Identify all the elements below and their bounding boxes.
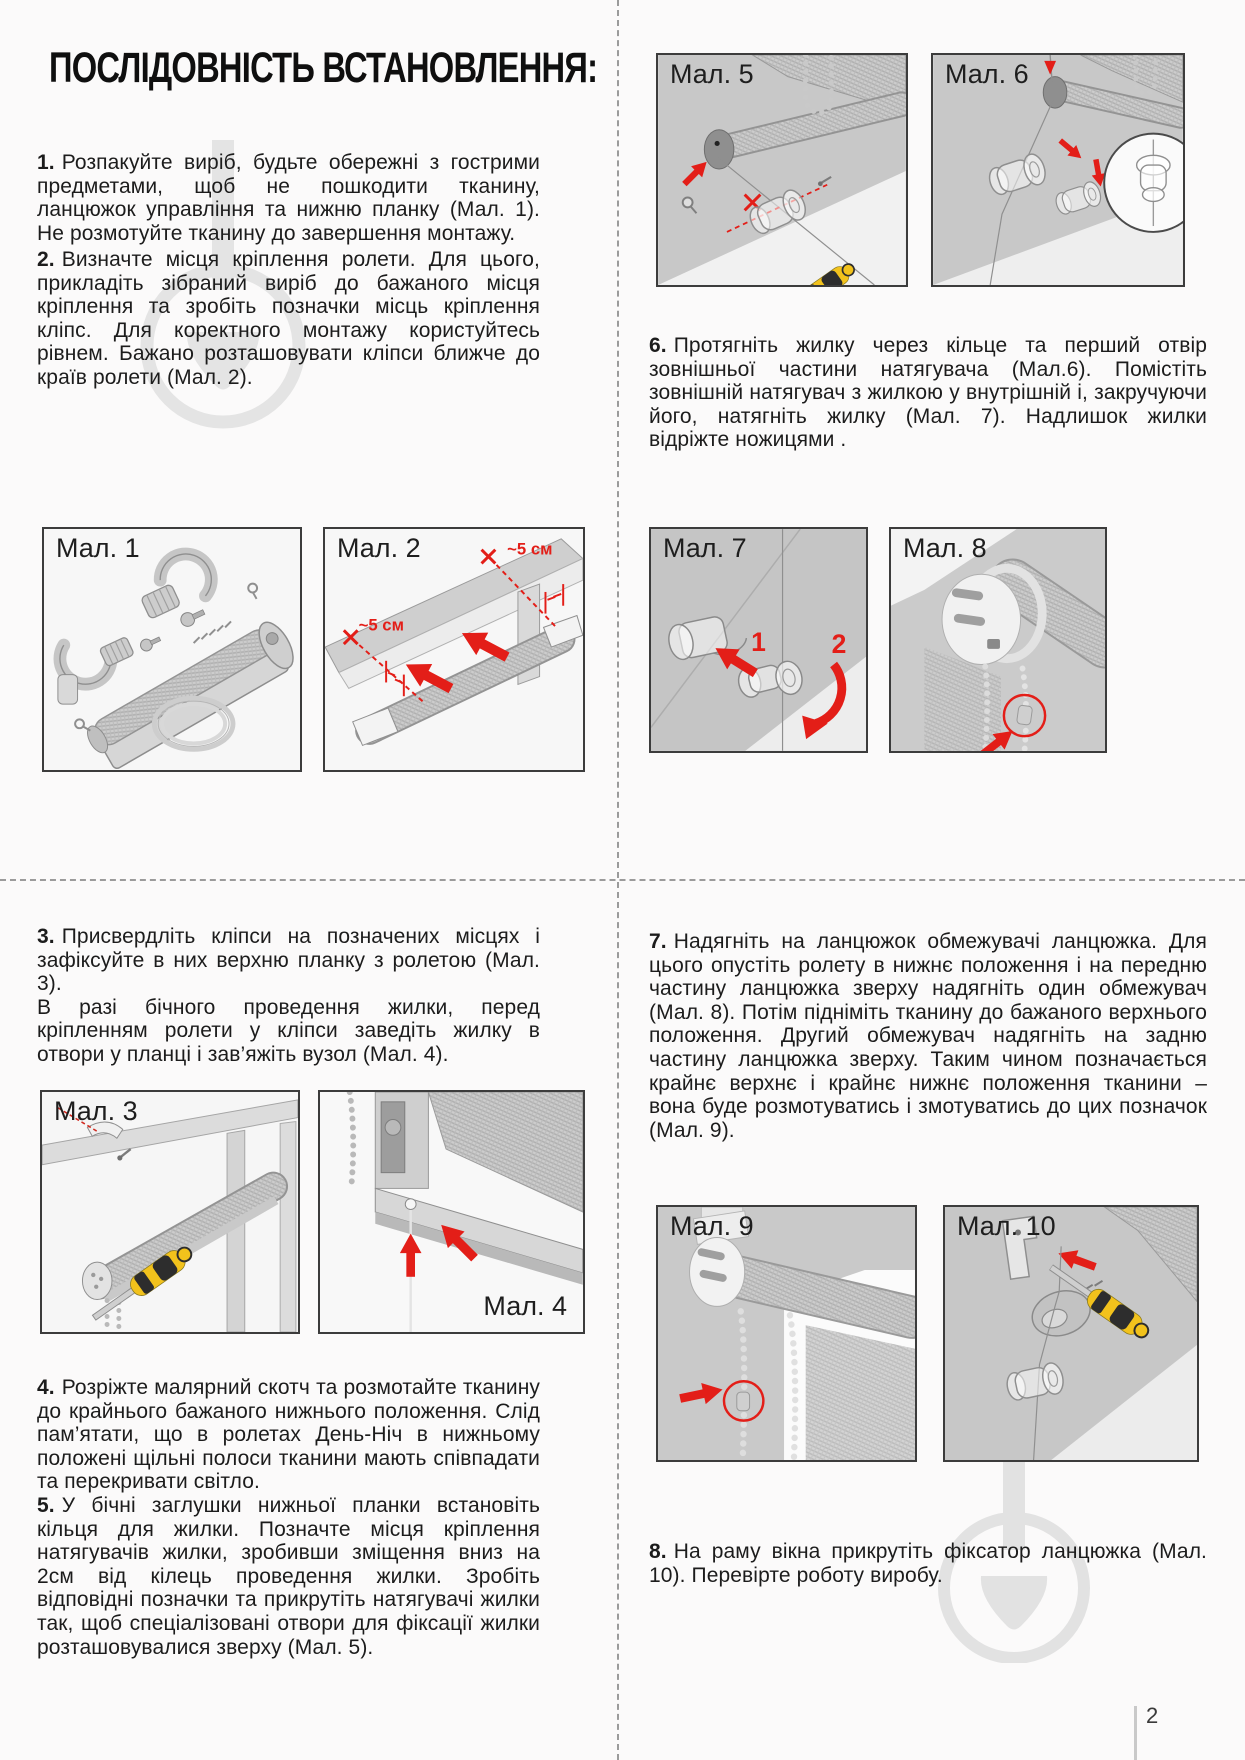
step-number: 7. <box>649 930 667 953</box>
figure-5-label: Мал. 5 <box>670 59 754 89</box>
figure-3-label: Мал. 3 <box>54 1096 138 1126</box>
figure-6 <box>931 53 1185 287</box>
figure-10-label: Мал. 10 <box>957 1211 1056 1241</box>
instruction-step-4 <box>37 1376 540 1494</box>
chain-stopper <box>1016 705 1032 725</box>
end-cap-part <box>58 675 78 705</box>
fabric-panel <box>806 1325 915 1460</box>
end-cap <box>82 1262 112 1299</box>
step-number: 5. <box>37 1494 55 1517</box>
step-number: 4. <box>37 1376 55 1399</box>
figure-3-illustration <box>42 1092 298 1332</box>
figure-1 <box>42 527 302 772</box>
figure-9-illustration <box>658 1207 915 1460</box>
figure-1-label: Мал. 1 <box>56 533 140 563</box>
figure-6-label: Мал. 6 <box>945 59 1029 89</box>
instruction-step-6 <box>649 334 1207 452</box>
figure-10 <box>943 1205 1199 1462</box>
figure-8-label: Мал. 8 <box>903 533 987 563</box>
instruction-step-2 <box>37 248 540 390</box>
page-title: ПОСЛІДОВНІСТЬ ВСТАНОВЛЕННЯ: <box>49 44 598 92</box>
page-number: 2 <box>1146 1703 1159 1728</box>
figure-4 <box>318 1090 585 1334</box>
step-text: На раму вікна прикрутіть фіксатор ланцюжка (Мал. 10). Перевірте роботу виробу. <box>649 1540 1207 1587</box>
step-number: 3. <box>37 925 55 948</box>
figure-2 <box>323 527 585 772</box>
figure-2-illustration <box>325 529 583 770</box>
instruction-step-1 <box>37 151 540 245</box>
instruction-step-7 <box>649 930 1207 1142</box>
figure-9 <box>656 1205 917 1462</box>
step-text: Розріжте малярний скотч та розмотайте тканину до крайнього бажаного нижнього положення. Слід пам’ятати, що в ролетах День-Ніч в нижньому положені щільні полоси тканини мають співпадати та перекривати світло. <box>37 1376 540 1494</box>
step-marker-1: 1 <box>751 626 766 657</box>
step-number: 8. <box>649 1540 667 1563</box>
instruction-step-3 <box>37 925 540 1067</box>
step-text: Надягніть на ланцюжок обмежувачі ланцюжка. Для цього опустіть ролету в нижнє положення і на передню частину ланцюжка зверху надягніть один обмежувач (Мал. 8). Потім підніміть тканину до бажаного верхнього положення. Другий обмежувач надягніть на задню частину ланцюжка зверху. Таким чином позначається крайнє верхнє і крайнє нижнє положення тканини – вона буде розмотуватись і змотуватись до цих позначок (Мал. 9). <box>649 930 1207 1142</box>
step-text: Протягніть жилку через кільце та перший отвір зовнішньої частини натягувача (Мал.6). Помістіть зовнішній натягувач з жилкою у внутрішній і, закручуючи його, натягніть жилку (Мал. 7). Надлишок жилки відріжте ножицями . <box>649 334 1207 452</box>
horizontal-fold-mark <box>0 879 1245 881</box>
bracket-disc <box>690 1238 745 1307</box>
step-number: 1. <box>37 151 55 174</box>
chain-wheel <box>385 1120 401 1136</box>
step-text-continued: В разі бічного проведення жилки, перед кріпленням ролети у кліпси заведіть жилку в отвори у планці і зав’яжіть вузол (Мал. 4). <box>37 995 540 1066</box>
distance-annotation: ~5 см <box>507 539 553 559</box>
step-number: 2. <box>37 248 55 271</box>
figure-7-label: Мал. 7 <box>663 533 747 563</box>
figure-10-illustration <box>945 1207 1197 1460</box>
figure-2-label: Мал. 2 <box>337 533 421 563</box>
cord-hole <box>715 141 720 146</box>
end-cap <box>1043 77 1067 108</box>
figure-8 <box>889 527 1107 753</box>
step-marker-2: 2 <box>831 628 847 659</box>
step-text: Присвердліть кліпси на позначених місцях і зафіксуйте в них верхню планку з ролетою (Мал. 3). <box>37 925 540 996</box>
step-text: Визначте місця кріплення ролети. Для цього, прикладіть зібраний виріб до бажаного місця кріплення та зробіть позначки місць кріплення кліпс. Для коректного монтажу користуйтесь рівнем. Бажано розташовувати кліпси ближче до країв ролети (Мал. 2). <box>37 248 540 389</box>
instruction-step-5 <box>37 1494 540 1659</box>
page-number-divider <box>1134 1706 1137 1760</box>
end-cap <box>704 130 733 169</box>
figure-7 <box>649 527 868 753</box>
figure-1-illustration <box>44 529 300 770</box>
figure-5 <box>656 53 908 287</box>
figure-9-label: Мал. 9 <box>670 1211 754 1241</box>
figure-4-label: Мал. 4 <box>483 1291 567 1321</box>
figure-3 <box>40 1090 300 1334</box>
step-number: 6. <box>649 334 667 357</box>
instruction-step-8 <box>649 1540 1207 1587</box>
cord-hole <box>405 1199 416 1210</box>
step-text: У бічні заглушки нижньої планки встановіть кільця для жилки. Позначте місця кріплення натягувачів жилки, зробивши зміщення вниз на 2см від кілець проведення жилки. Зробіть відповідні позначки та прикрутіть натягувачі жилки так, щоб спеціалізовані отвори для фіксації жилки розташовувалися зверху (Мал. 5). <box>37 1494 540 1659</box>
distance-annotation: ~5 см <box>358 615 404 635</box>
chain-stopper <box>737 1392 750 1411</box>
step-text: Розпакуйте виріб, будьте обережні з гострими предметами, щоб не пошкодити тканину, ланцюжок управління та нижню планку (Мал. 1). Не розмотуйте тканину до завершення монтажу. <box>37 151 540 245</box>
